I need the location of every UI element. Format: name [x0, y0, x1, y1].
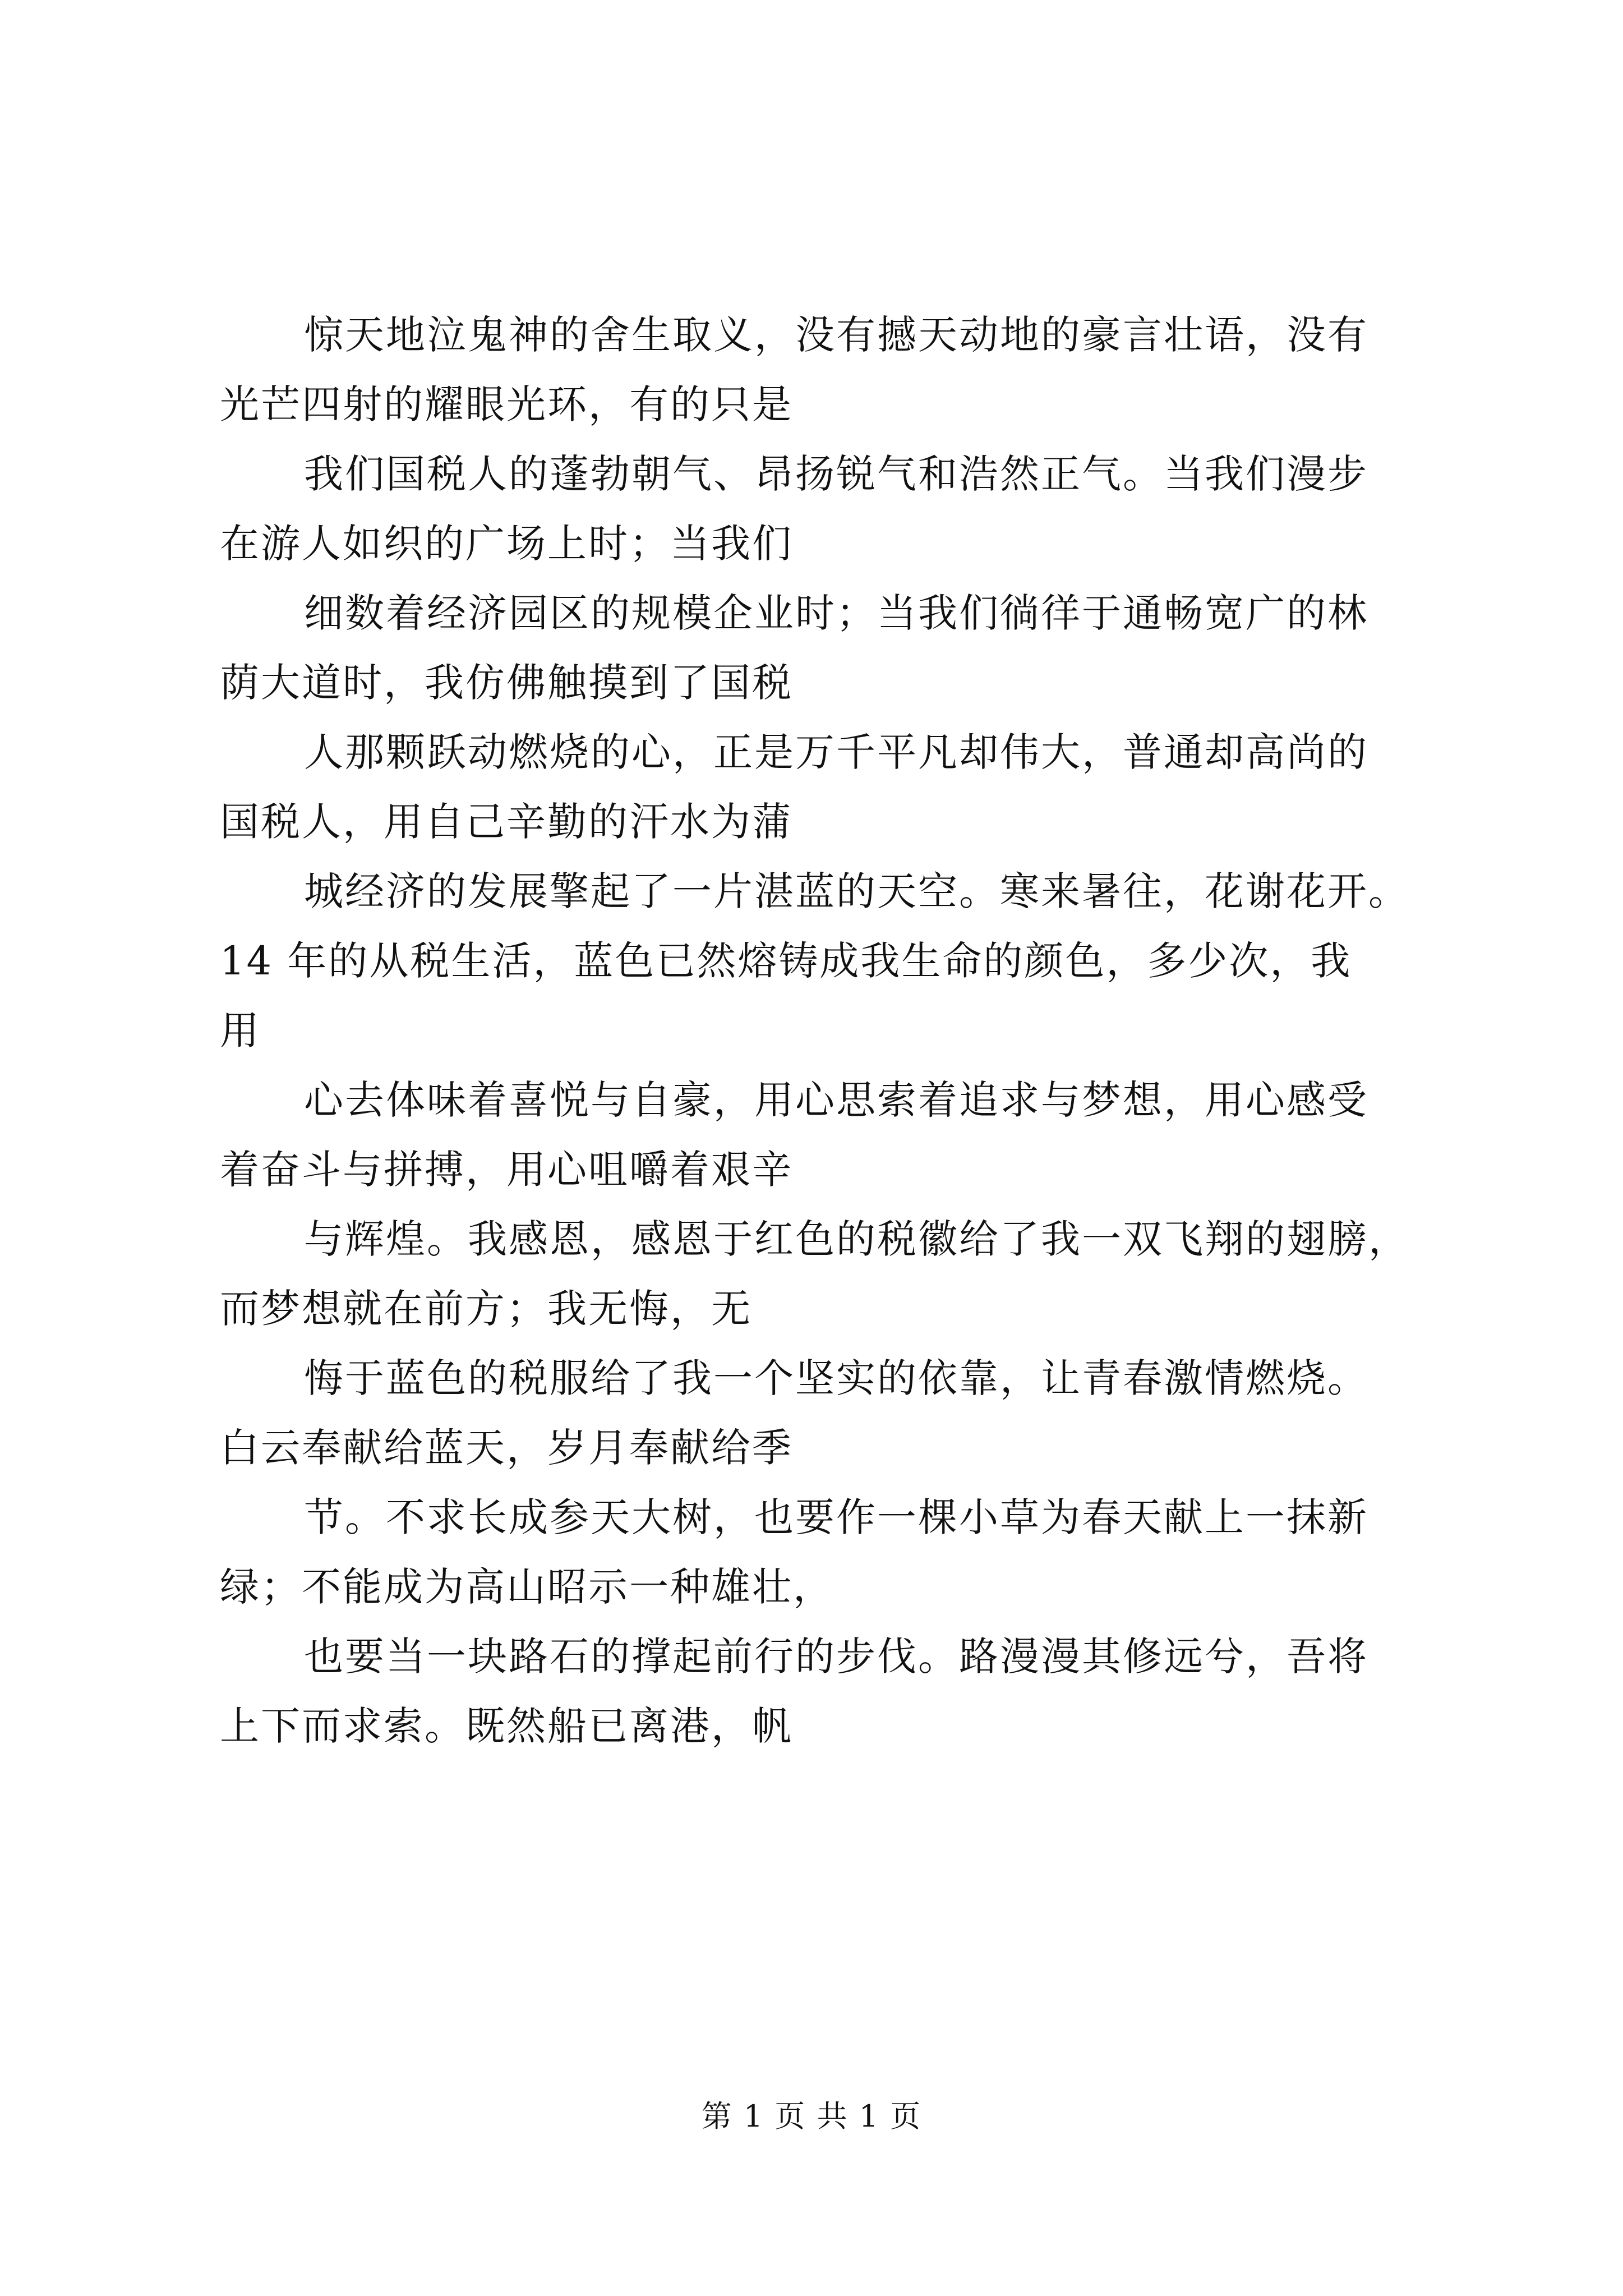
text-line: 14 年的从税生活，蓝色已然熔铸成我生命的颜色，多少次，我 [220, 938, 1352, 984]
text-line: 人那颗跃动燃烧的心，正是万千平凡却伟大，普通却高尚的 [304, 729, 1368, 775]
text-line: 着奋斗与拼搏，用心咀嚼着艰辛 [220, 1147, 793, 1193]
text-line: 白云奉献给蓝天，岁月奉献给季 [220, 1425, 793, 1471]
text-line: 绿；不能成为高山昭示一种雄壮， [220, 1564, 834, 1610]
text-line: 国税人，用自己辛勤的汗水为蒲 [220, 799, 793, 845]
body-text [220, 300, 1442, 1761]
page-number-footer: 第 1 页 共 1 页 [701, 2099, 922, 2134]
text-line: 荫大道时，我仿佛触摸到了国税 [220, 660, 793, 706]
text-line: 与辉煌。我感恩，感恩于红色的税徽给了我一双飞翔的翅膀， [304, 1216, 1409, 1262]
text-line: 上下而求索。既然船已离港，帆 [220, 1703, 793, 1749]
text-line: 而梦想就在前方；我无悔，无 [220, 1286, 752, 1332]
text-line: 细数着经济园区的规模企业时；当我们徜徉于通畅宽广的林 [304, 590, 1368, 636]
text-line: 悔于蓝色的税服给了我一个坚实的依靠，让青春激情燃烧。 [304, 1355, 1368, 1401]
text-line: 节。不求长成参天大树，也要作一棵小草为春天献上一抹新 [304, 1494, 1368, 1540]
text-line: 光芒四射的耀眼光环，有的只是 [220, 381, 793, 427]
text-line: 我们国税人的蓬勃朝气、昂扬锐气和浩然正气。当我们漫步 [304, 451, 1368, 497]
text-line: 惊天地泣鬼神的舍生取义，没有撼天动地的豪言壮语，没有 [304, 312, 1368, 358]
text-line: 在游人如织的广场上时；当我们 [220, 521, 793, 567]
text-line: 也要当一块路石的撑起前行的步伐。路漫漫其修远兮，吾将 [304, 1634, 1368, 1680]
text-line: 心去体味着喜悦与自豪，用心思索着追求与梦想，用心感受 [304, 1077, 1368, 1123]
text-line: 城经济的发展擎起了一片湛蓝的天空。寒来暑往，花谢花开。 [304, 868, 1409, 914]
text-line: 用 [220, 1007, 261, 1053]
